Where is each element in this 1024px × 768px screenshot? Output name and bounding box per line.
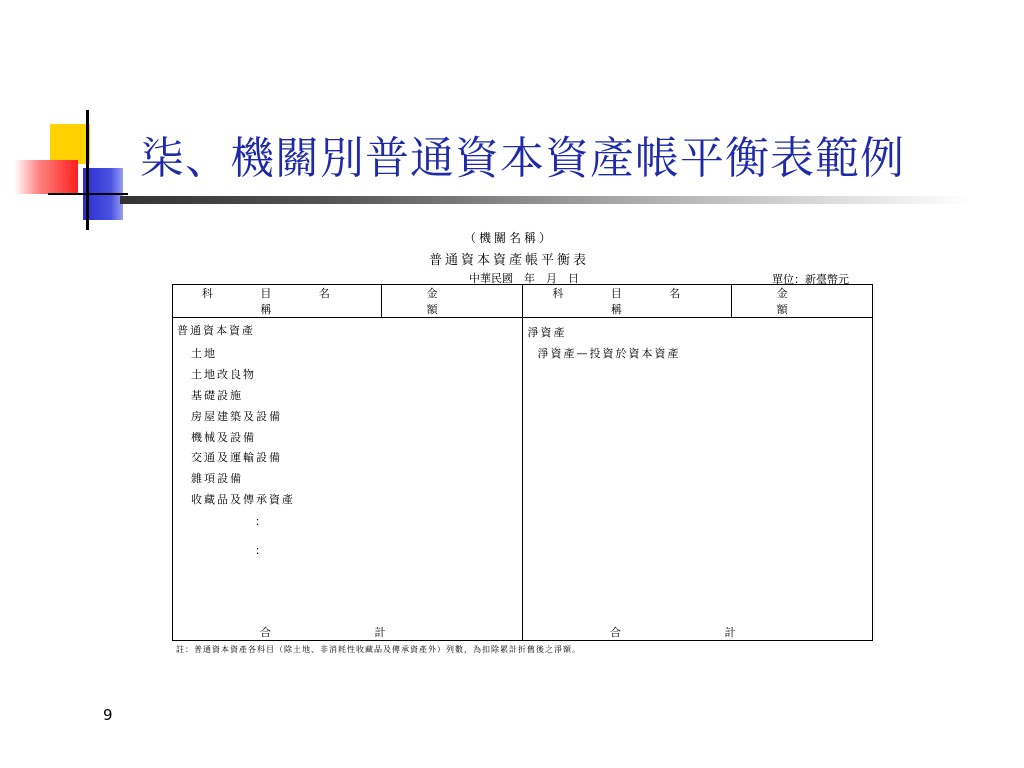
right-total-label: 合 計 [609, 626, 786, 639]
report-date: 中華民國 年 月 日 [469, 272, 579, 285]
table-body-row [173, 318, 873, 627]
right-item-net-invested: 淨資產—投資於資本資產 [537, 347, 681, 360]
left-total-label: 合 計 [259, 626, 436, 639]
left-item-buildings: 房屋建築及設備 [191, 410, 282, 423]
balance-sheet-table [172, 284, 873, 641]
report-name: 普通資本資產帳平衡表 [428, 253, 589, 268]
right-section [523, 318, 873, 627]
table-total-row [173, 626, 873, 641]
left-total-cell [173, 626, 523, 641]
header-left-amount: 金 額 [381, 285, 523, 318]
left-item-ellipsis-1: ： [255, 515, 268, 528]
left-item-misc: 雜項設備 [191, 472, 243, 485]
page-number: 9 [103, 706, 113, 724]
left-item-land-improvements: 土地改良物 [191, 368, 256, 381]
header-right-amount: 金 額 [732, 285, 873, 318]
currency-unit: 單位：新臺幣元 [772, 273, 849, 286]
left-item-infrastructure: 基礎設施 [191, 389, 243, 402]
table-header-row [173, 285, 873, 318]
left-item-transport: 交通及運輸設備 [191, 451, 282, 464]
left-item-ellipsis-2: ： [255, 544, 268, 557]
header-right-account: 科 目 名 稱 [523, 285, 732, 318]
right-total-cell [523, 626, 873, 641]
left-item-machinery: 機械及設備 [191, 431, 256, 444]
left-item-collections: 收藏品及傳承資產 [191, 493, 295, 506]
title-underline [120, 196, 970, 204]
right-item-net-assets: 淨資產 [527, 326, 567, 339]
footnote: 註：普通資本資產各科目（除土地、非消耗性收藏品及傳承資產外）列數，為扣除累計折舊後之淨額。 [176, 645, 581, 654]
left-item-land: 土地 [191, 347, 217, 360]
logo-yellow-block [50, 124, 90, 164]
org-name: （機關名稱） [463, 231, 554, 245]
slide-title: 柒、機關別普通資本資產帳平衡表範例 [140, 133, 905, 184]
left-section [173, 318, 523, 627]
header-left-account: 科 目 名 稱 [173, 285, 382, 318]
left-item-capital-assets: 普通資本資產 [177, 324, 255, 337]
logo-red-block [14, 160, 78, 194]
logo-horizontal-line [48, 193, 128, 195]
logo-vertical-line [86, 110, 89, 230]
